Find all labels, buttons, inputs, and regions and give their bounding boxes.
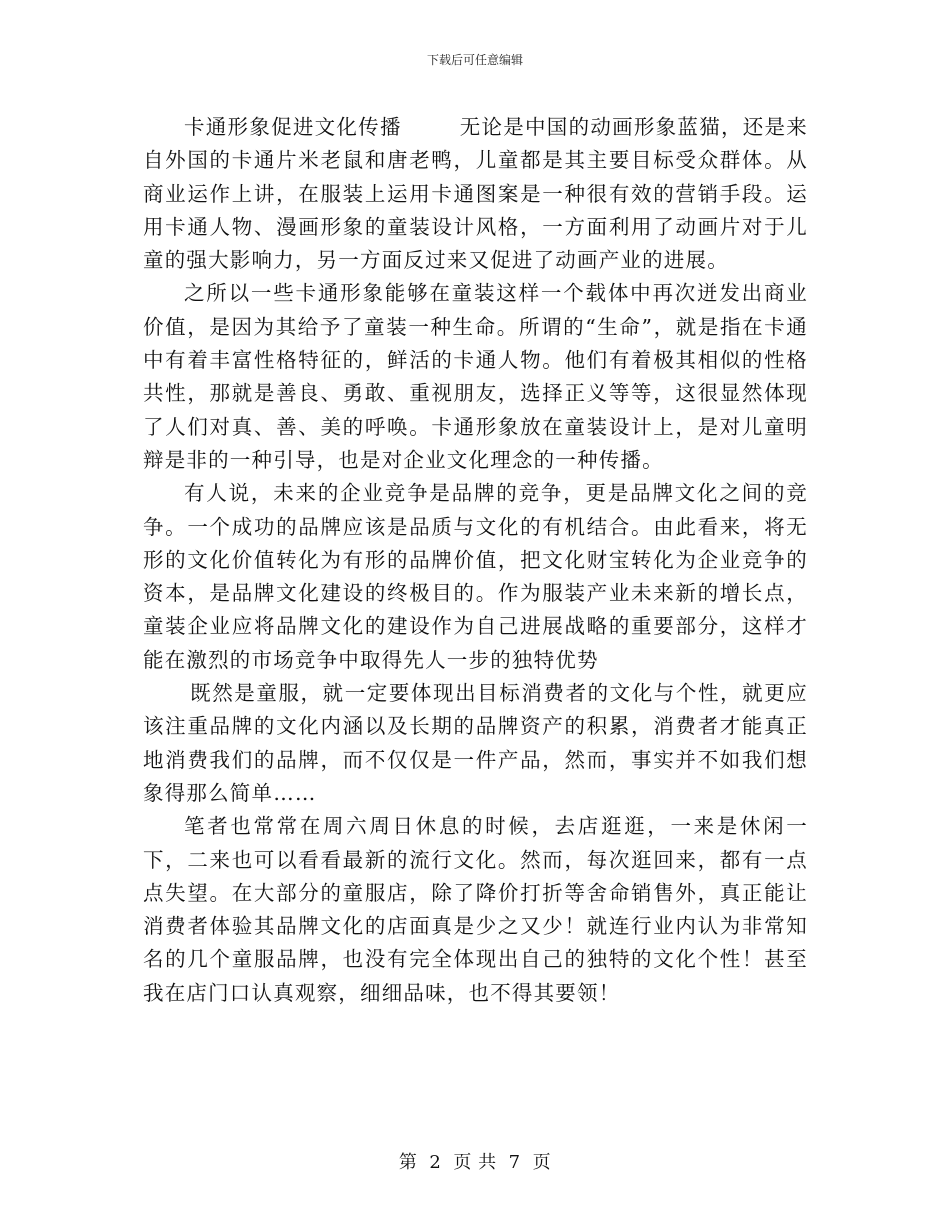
total-pages-number: 7 bbox=[508, 1152, 521, 1173]
paragraph-1-text: 无论是中国的动画形象蓝猫，还是来自外国的卡通片米老鼠和唐老鸭，儿童都是其主要目标受众群体。从商业运作上讲，在服装上运用卡通图案是一种很有效的营销手段。运用卡通人物、漫画形象的童装设计风格，一方面利用了动画片对于儿童的强大影响力，另一方面反过来又促进了动画产业的进展。 bbox=[143, 115, 808, 273]
paragraph-3: 有人说，未来的企业竞争是品牌的竞争，更是品牌文化之间的竞争。一个成功的品牌应该是品质与文化的有机结合。由此看来，将无形的文化价值转化为有形的品牌价值，把文化财宝转化为企业竞争的资本，是品牌文化建设的终极目的。作为服装产业未来新的增长点，童装企业应将品牌文化的建设作为自己进展战略的重要部分，这样才能在激烈的市场竞争中取得先人一步的独特优势 bbox=[143, 481, 808, 672]
page-label-suffix: 页 bbox=[532, 1152, 552, 1173]
page-footer bbox=[0, 1151, 950, 1175]
paragraph-1 bbox=[143, 111, 808, 277]
page-header: 下载后可任意编辑 bbox=[426, 53, 523, 67]
paragraph-2: 之所以一些卡通形象能够在童装这样一个载体中再次迸发出商业价值，是因为其给予了童装一种生命。所谓的“生命”，就是指在卡通中有着丰富性格特征的，鲜活的卡通人物。他们有着极其相似的性格共性，那就是善良、勇敢、重视朋友，选择正义等等，这很显然体现了人们对真、善、美的呼唤。卡通形象放在童装设计上，是对儿童明辩是非的一种引导，也是对企业文化理念的一种传播。 bbox=[143, 281, 808, 472]
paragraph-5: 笔者也常常在周六周日休息的时候，去店逛逛，一来是休闲一下，二来也可以看看最新的流行文化。然而，每次逛回来，都有一点点失望。在大部分的童服店，除了降价打折等舍命销售外，真正能让消费者体验其品牌文化的店面真是少之又少！就连行业内认为非常知名的几个童服品牌，也没有完全体现出自己的独特的文化个性！甚至我在店门口认真观察，细细品味，也不得其要领！ bbox=[143, 814, 808, 1005]
paragraph-4: 既然是童服，就一定要体现出目标消费者的文化与个性，就更应该注重品牌的文化内涵以及长期的品牌资产的积累，消费者才能真正地消费我们的品牌，而不仅仅是一件产品，然而，事实并不如我们想象得那么简单…… bbox=[143, 681, 808, 805]
document-body bbox=[143, 111, 808, 1010]
section-title: 卡通形象促进文化传播 bbox=[184, 115, 402, 139]
current-page-number: 2 bbox=[429, 1152, 442, 1173]
page-label-prefix: 第 bbox=[398, 1152, 418, 1173]
page-label-mid: 页 共 bbox=[453, 1152, 497, 1173]
